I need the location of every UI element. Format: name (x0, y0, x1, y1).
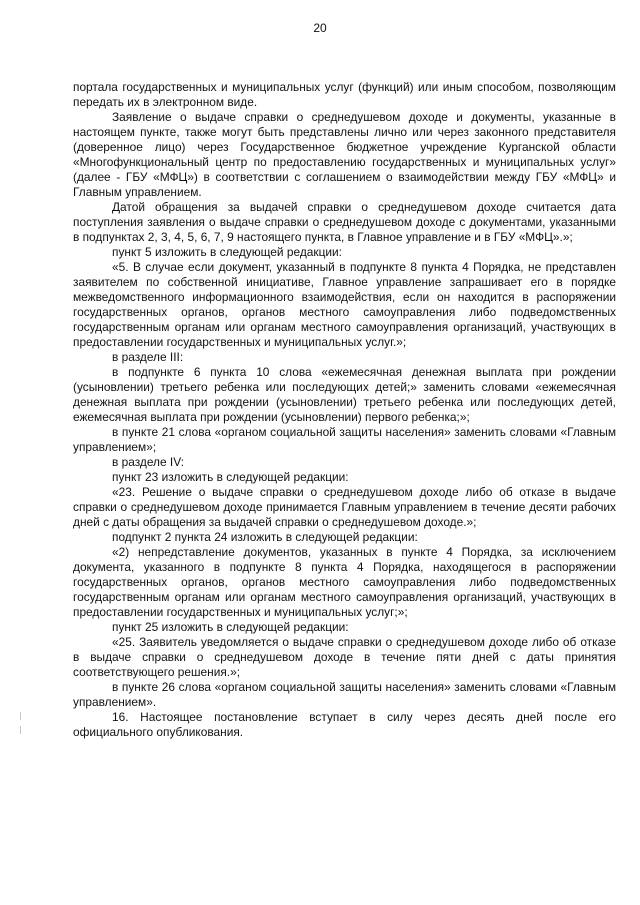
paragraph-2: Заявление о выдаче справки о среднедушевом доходе и документы, указанные в настоящем пункте, также могут быть представлены лично или через законного представителя (доверенное лицо) через Государственное бюджетное учреждение Курганской области «Многофункциональный центр по предоставлению государственных и муниципальных услуг» (далее - ГБУ «МФЦ») в соответствии с соглашением о взаимодействии между ГБУ «МФЦ» и Главным управлением. (73, 110, 616, 199)
document-body (73, 80, 616, 740)
paragraph-10: пункт 23 изложить в следующей редакции: (112, 470, 349, 484)
paragraph-4: пункт 5 изложить в следующей редакции: (112, 245, 342, 259)
paragraph-7: в подпункте 6 пункта 10 слова «ежемесячная денежная выплата при рождении (усыновлении) третьего ребенка или последующих детей;» заменить словами «ежемесячная денежная выплата при рождении (усыновлении) третьего ребенка или последующих детей, ежемесячная выплата при рождении (усыновлении) первого ребенка;»; (73, 365, 616, 424)
paragraph-8: в пункте 21 слова «органом социальной защиты населения» заменить словами «Главным управлением»; (73, 425, 616, 454)
scan-artifact-mark (20, 726, 21, 734)
scan-artifact-mark (20, 712, 21, 720)
paragraph-12: подпункт 2 пункта 24 изложить в следующей редакции: (112, 530, 418, 544)
paragraph-15: «25. Заявитель уведомляется о выдаче справки о среднедушевом доходе либо об отказе в выдаче справки о среднедушевом доходе в течение пяти дней с даты принятия соответствующего решения.»; (73, 635, 616, 679)
paragraph-6: в разделе III: (112, 350, 184, 364)
paragraph-5: «5. В случае если документ, указанный в подпункте 8 пункта 4 Порядка, не представлен заявителем по собственной инициативе, Главное управление запрашивает его в порядке межведомственного информационного взаимодействия, если он находится в распоряжении государственных органов, органов местного самоуправления либо подведомственных государственным органам или органам местного самоуправления организаций, участвующих в предоставлении государственных и муниципальных услуг.»; (73, 260, 616, 349)
paragraph-16: в пункте 26 слова «органом социальной защиты населения» заменить словами «Главным управлением». (73, 680, 616, 709)
paragraph-9: в разделе IV: (112, 455, 185, 469)
paragraph-1: портала государственных и муниципальных услуг (функций) или иным способом, позволяющим передать их в электронном виде. (73, 80, 616, 109)
paragraph-11: «23. Решение о выдаче справки о среднедушевом доходе либо об отказе в выдаче справки о среднедушевом доходе принимается Главным управлением в течение десяти рабочих дней с даты обращения за выдачей справки о среднедушевом доходе.»; (73, 485, 616, 529)
paragraph-3: Датой обращения за выдачей справки о среднедушевом доходе считается дата поступления заявления о выдаче справки о среднедушевом доходе с документами, указанными в подпунктах 2, 3, 4, 5, 6, 7, 9 настоящего пункта, в Главное управление и в ГБУ «МФЦ».»; (73, 200, 616, 244)
paragraph-14: пункт 25 изложить в следующей редакции: (112, 620, 349, 634)
paragraph-13: «2) непредставление документов, указанных в пункте 4 Порядка, за исключением документа, указанного в подпункте 8 пункта 4 Порядка, находящегося в распоряжении государственных органов, органов местного самоуправления либо подведомственных государственным органам или органам местного самоуправления организаций, участвующих в предоставлении государственных и муниципальных услуг;»; (73, 545, 616, 619)
paragraph-17: 16. Настоящее постановление вступает в силу через десять дней после его официального опубликования. (73, 710, 616, 739)
page-number: 20 (313, 21, 327, 35)
